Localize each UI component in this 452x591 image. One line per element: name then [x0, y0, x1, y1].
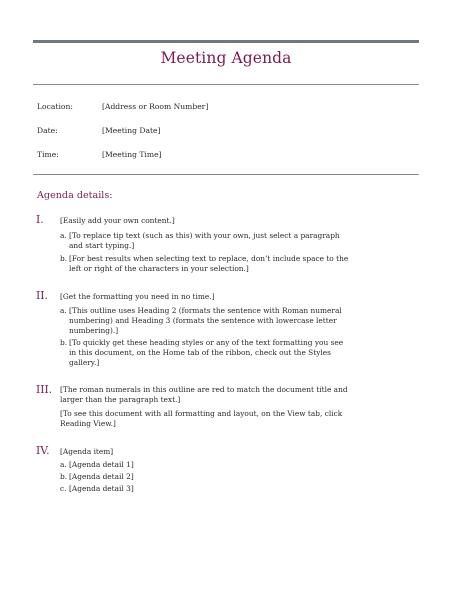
sub-text: [This outline uses Heading 2 (formats the sentence with Roman numeral numbering) and Heading 3 (formats the sentence with lowercase letter numbering).] — [69, 306, 342, 336]
item-text: [Easily add your own content.] — [60, 216, 175, 225]
date-label: Date: — [37, 126, 58, 135]
agenda-details-heading: Agenda details: — [37, 190, 113, 201]
sub-text: [To replace tip text (such as this) with your own, just select a paragraph and start typing.] — [69, 231, 340, 251]
sub-letter: a. — [60, 231, 67, 240]
document-title: Meeting Agenda — [160, 49, 292, 67]
item-numeral: II. — [36, 289, 48, 302]
sub-letter: a. — [60, 460, 67, 469]
info-rule — [33, 174, 419, 175]
item-numeral: IV. — [36, 444, 50, 457]
sub-letter: a. — [60, 306, 67, 315]
sub-letter: b. — [60, 338, 68, 347]
title-rule — [33, 84, 419, 85]
time-label: Time: — [37, 150, 59, 159]
item-text-2: [To see this document with all formatting and layout, on the View tab, click Reading View.] — [60, 409, 343, 429]
item-text: [Agenda item] — [60, 447, 114, 456]
time-value: [Meeting Time] — [102, 150, 162, 159]
sub-text: [Agenda detail 2] — [69, 472, 134, 481]
location-label: Location: — [37, 102, 73, 111]
date-value: [Meeting Date] — [102, 126, 161, 135]
sub-letter: b. — [60, 254, 68, 263]
sub-text: [Agenda detail 1] — [69, 460, 134, 469]
item-text: [Get the formatting you need in no time.] — [60, 292, 215, 301]
sub-text: [Agenda detail 3] — [69, 484, 134, 493]
sub-letter: b. — [60, 472, 68, 481]
item-text: [The roman numerals in this outline are red to match the document title and larger than the paragraph text.] — [60, 385, 348, 405]
item-numeral: I. — [36, 213, 44, 226]
sub-text: [To quickly get these heading styles or any of the text formatting you see in this document, on the Home tab of the ribbon, check out the Styles gallery.] — [69, 338, 344, 368]
location-value: [Address or Room Number] — [102, 102, 209, 111]
item-numeral: III. — [36, 383, 53, 396]
sub-text: [For best results when selecting text to replace, don’t include space to the left or right of the characters in your selection.] — [69, 254, 349, 274]
sub-letter: c. — [60, 484, 67, 493]
top-rule — [33, 40, 419, 43]
